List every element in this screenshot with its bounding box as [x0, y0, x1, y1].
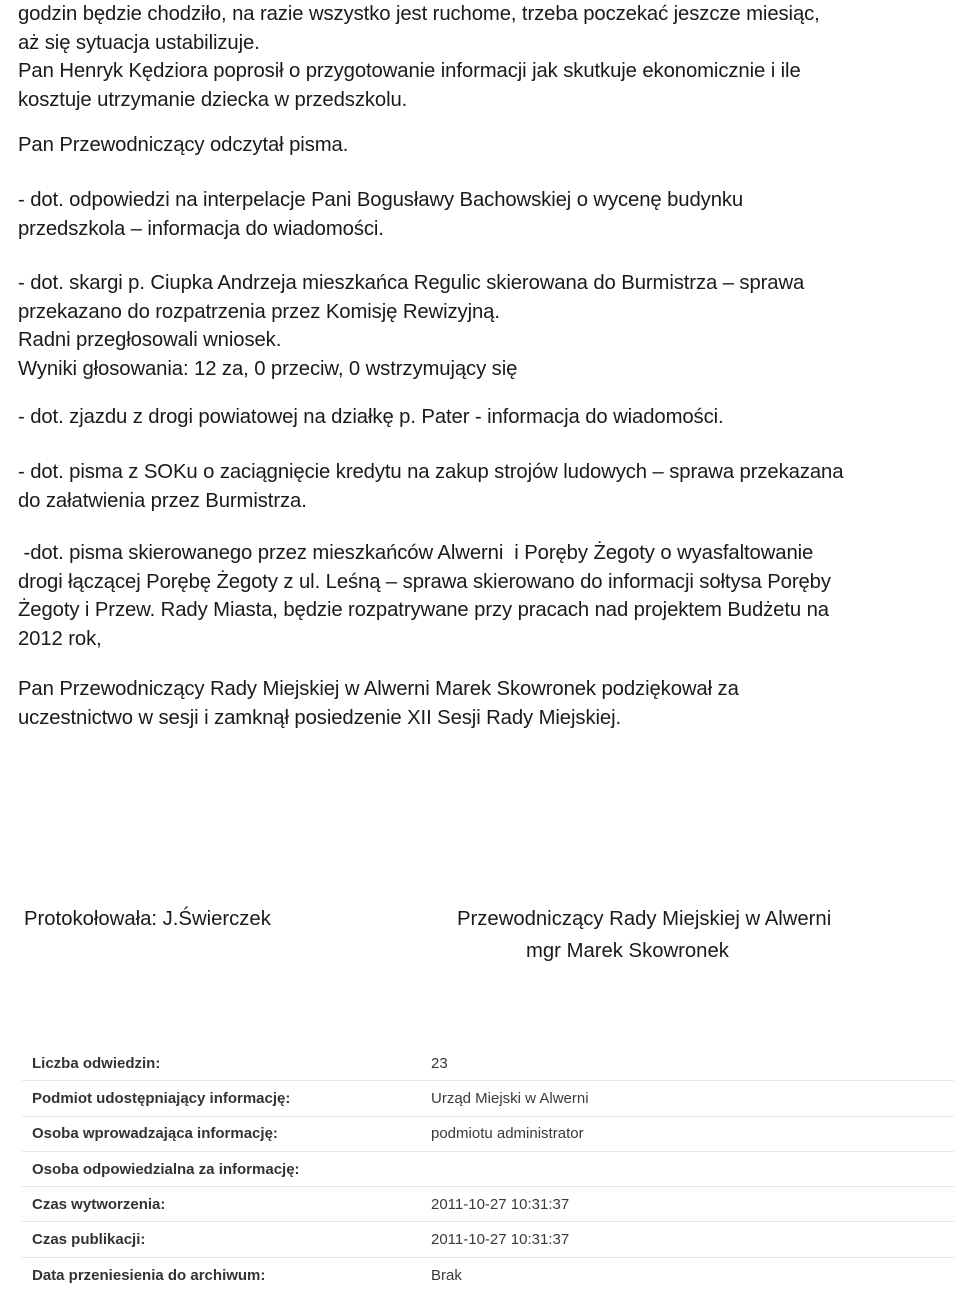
- metadata-row-created: [22, 1187, 954, 1222]
- metadata-label: Czas publikacji:: [32, 1231, 146, 1249]
- paragraph-closing: [18, 675, 948, 732]
- text-line: - dot. zjazdu z drogi powiatowej na działkę p. Pater - informacja do wiadomości.: [18, 406, 724, 428]
- metadata-value: 2011-10-27 10:31:37: [431, 1195, 570, 1213]
- text-line: kosztuje utrzymanie dziecka w przedszkolu.: [18, 88, 408, 111]
- text-line: - dot. odpowiedzi na interpelacje Pani Bogusławy Bachowskiej o wycenę budynku: [18, 189, 744, 211]
- chair-title: Przewodniczący Rady Miejskiej w Alwerni: [457, 908, 832, 930]
- metadata-value: 23: [431, 1054, 448, 1072]
- metadata-row-archived: [22, 1258, 954, 1293]
- text-line: Pan Przewodniczący odczytał pisma.: [18, 134, 349, 156]
- text-line: 2012 rok,: [18, 627, 102, 650]
- metadata-value: podmiotu administrator: [431, 1125, 584, 1143]
- text-line: przekazano do rozpatrzenia przez Komisję Rewizyjną.: [18, 300, 500, 323]
- metadata-row-responsible: [22, 1152, 954, 1187]
- text-line: Pan Henryk Kędziora poprosił o przygotowanie informacji jak skutkuje ekonomicznie i ile: [18, 60, 801, 82]
- paragraph-kindergarten: [18, 0, 948, 114]
- text-line: przedszkola – informacja do wiadomości.: [18, 217, 384, 240]
- metadata-label: Osoba wprowadzająca informację:: [32, 1125, 278, 1143]
- metadata-table: [22, 1046, 954, 1293]
- metadata-label: Liczba odwiedzin:: [32, 1054, 161, 1072]
- text-line: - dot. pisma z SOKu o zaciągnięcie kredytu na zakup strojów ludowych – sprawa przekazana: [18, 461, 844, 483]
- paragraph-interpellation: [18, 186, 948, 243]
- metadata-value: 2011-10-27 10:31:37: [431, 1231, 570, 1249]
- paragraph-soku-loan: [18, 458, 948, 515]
- paragraph-letters-read: [18, 131, 948, 160]
- text-line: godzin będzie chodziło, na razie wszystko jest ruchome, trzeba poczekać jeszcze miesiąc,: [18, 3, 820, 25]
- text-line: - dot. skargi p. Ciupka Andrzeja mieszkańca Regulic skierowana do Burmistrza – sprawa: [18, 272, 805, 294]
- metadata-row-visits: [22, 1046, 954, 1081]
- text-line: aż się sytuacja ustabilizuje.: [18, 31, 260, 54]
- text-line: Żegoty i Przew. Rady Miasta, będzie rozpatrywane przy pracach nad projektem Budżetu na: [18, 599, 829, 621]
- recorder-signature: Protokołowała: J.Świerczek: [24, 908, 271, 930]
- metadata-label: Podmiot udostępniający informację:: [32, 1089, 291, 1107]
- metadata-label: Data przeniesienia do archiwum:: [32, 1266, 266, 1284]
- text-line: drogi łączącej Porębę Żegoty z ul. Leśną – sprawa skierowano do informacji sołtysa Poręby: [18, 570, 831, 593]
- text-line: uczestnictwo w sesji i zamknął posiedzenie XII Sesji Rady Miejskiej.: [18, 706, 622, 729]
- metadata-value: Urząd Miejski w Alwerni: [431, 1089, 589, 1107]
- text-line: do załatwienia przez Burmistrza.: [18, 489, 307, 512]
- paragraph-complaint: [18, 269, 948, 383]
- chair-name: mgr Marek Skowronek: [526, 940, 729, 962]
- paragraph-road-asphalt: [18, 539, 948, 653]
- vote-result: Wyniki głosowania: 12 za, 0 przeciw, 0 wstrzymujący się: [18, 357, 518, 380]
- metadata-label: Osoba odpowiedzialna za informację:: [32, 1160, 300, 1178]
- metadata-row-publisher: [22, 1081, 954, 1116]
- paragraph-road-exit: [18, 403, 948, 432]
- metadata-row-entered-by: [22, 1117, 954, 1152]
- metadata-label: Czas wytworzenia:: [32, 1195, 166, 1213]
- metadata-value: Brak: [431, 1266, 462, 1284]
- metadata-row-published: [22, 1222, 954, 1257]
- text-line: Radni przegłosowali wniosek.: [18, 329, 282, 351]
- text-line: -dot. pisma skierowanego przez mieszkańców Alwerni i Poręby Żegoty o wyasfaltowanie: [18, 542, 814, 564]
- text-line: Pan Przewodniczący Rady Miejskiej w Alwerni Marek Skowronek podziękował za: [18, 678, 739, 700]
